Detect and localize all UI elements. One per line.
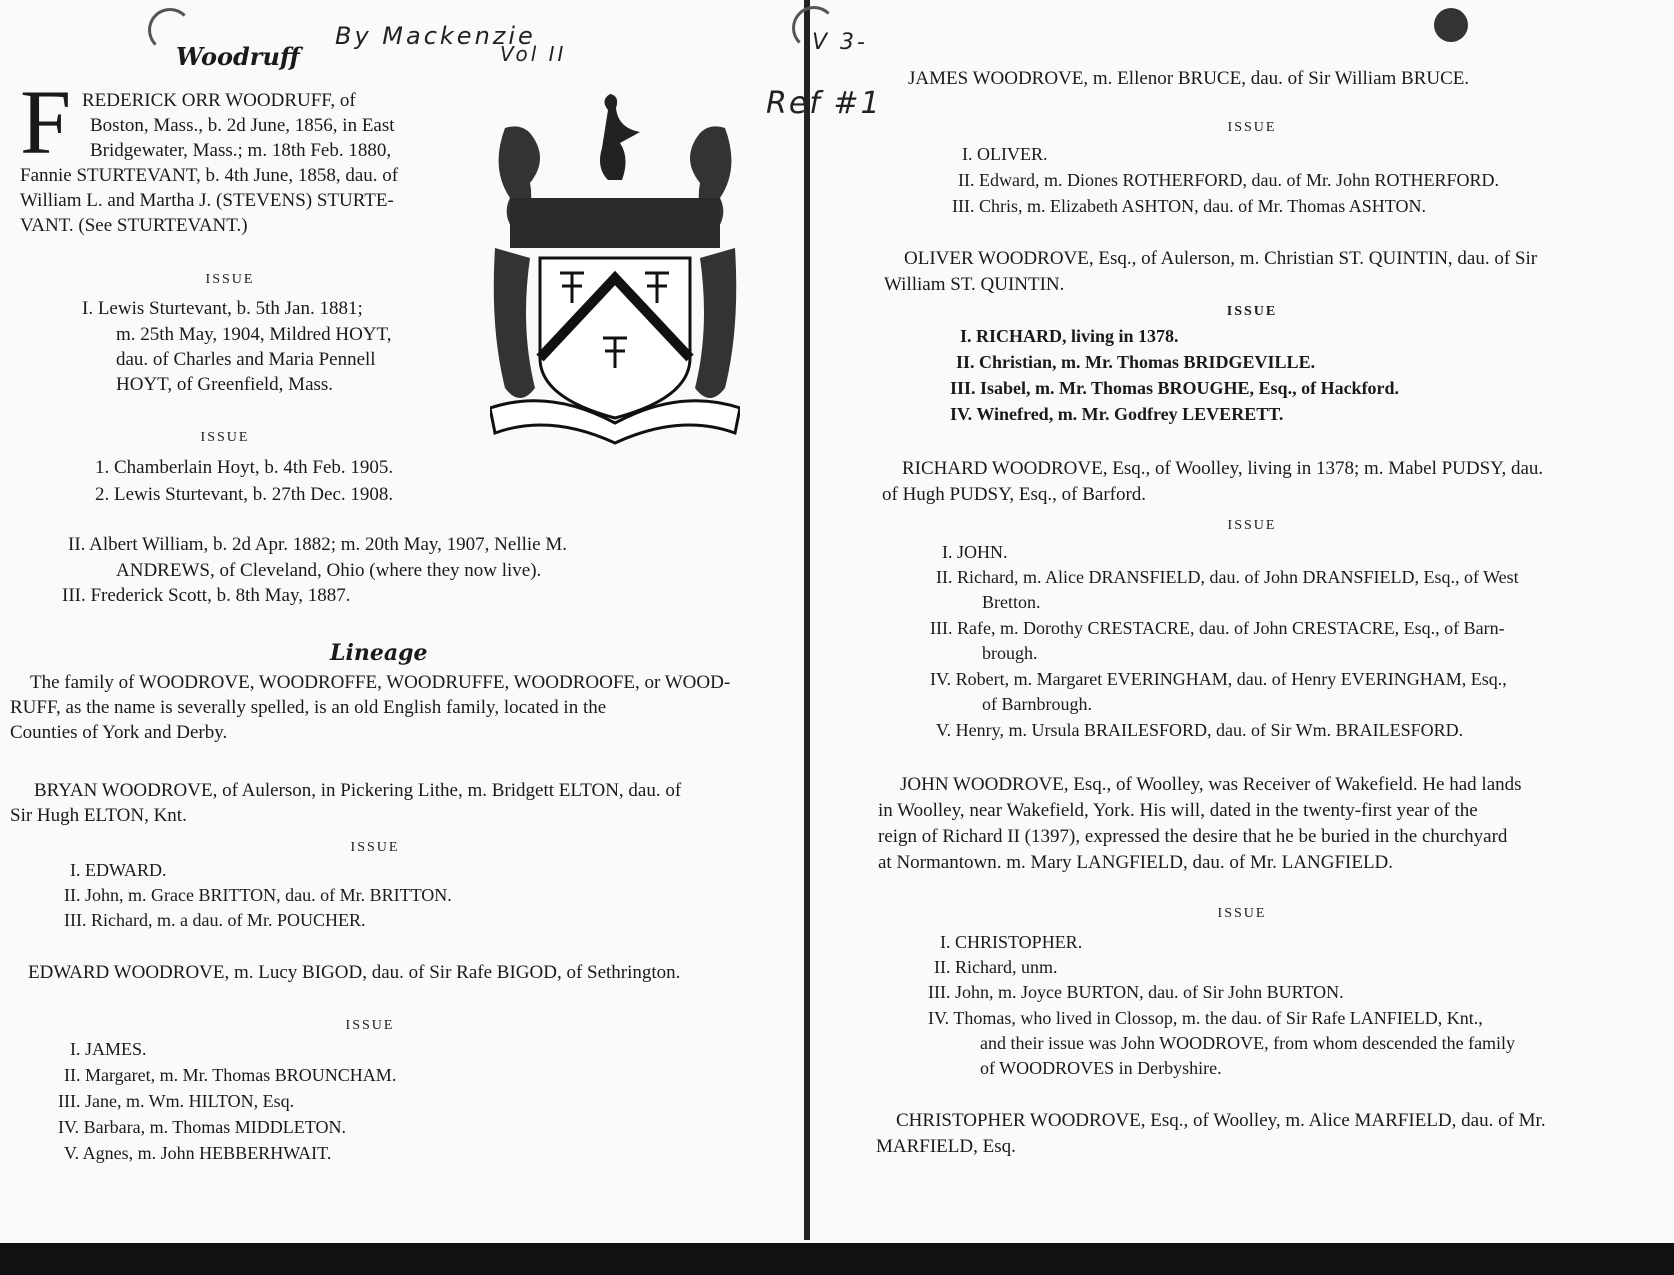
issue-heading: ISSUE [1226,304,1278,319]
handwritten-author: By Mackenzie [335,22,536,50]
issue-item: III. Rafe, m. Dorothy CRESTACRE, dau. of John CRESTACRE, Esq., of Barn- [930,618,1505,638]
issue-item: II. Edward, m. Diones ROTHERFORD, dau. of Mr. John ROTHERFORD. [958,170,1499,190]
paragraph-line: of Hugh PUDSY, Esq., of Barford. [882,484,1147,505]
issue-item-cont: dau. of Charles and Maria Pennell [116,349,376,370]
issue-item: I. CHRISTOPHER. [940,932,1083,952]
intro-line-4: Fannie STURTEVANT, b. 4th June, 1858, dau. of [20,165,399,186]
left-page [0,0,800,1240]
issue-item-cont: HOYT, of Greenfield, Mass. [116,374,334,395]
handwritten-volume: Vol II [500,42,567,66]
paragraph-line: William ST. QUINTIN. [884,274,1065,295]
issue-item: IV. Robert, m. Margaret EVERINGHAM, dau. of Henry EVERINGHAM, Esq., [930,669,1507,689]
issue-item: IV. Thomas, who lived in Clossop, m. the dau. of Sir Rafe LANFIELD, Knt., [928,1008,1483,1028]
issue-item: II. Richard, m. Alice DRANSFIELD, dau. of John DRANSFIELD, Esq., of West [936,567,1519,587]
paragraph-line: JOHN WOODROVE, Esq., of Woolley, was Receiver of Wakefield. He had lands [900,774,1522,795]
paragraph-line: RICHARD WOODROVE, Esq., of Woolley, living in 1378; m. Mabel PUDSY, dau. [902,458,1544,479]
issue-item-cont: of Barnbrough. [982,694,1092,714]
issue-item-cont: m. 25th May, 1904, Mildred HOYT, [116,324,392,345]
issue-item: II. Christian, m. Mr. Thomas BRIDGEVILLE. [956,352,1316,372]
paragraph-line: JAMES WOODROVE, m. Ellenor BRUCE, dau. of Sir William BRUCE. [908,68,1470,89]
issue-item: 2. Lewis Sturtevant, b. 27th Dec. 1908. [95,484,394,505]
issue-heading: ISSUE [345,1018,395,1033]
issue-item: II. John, m. Grace BRITTON, dau. of Mr. BRITTON. [64,885,452,905]
issue-heading: ISSUE [1227,120,1277,135]
issue-item: I. JOHN. [942,542,1008,562]
issue-item: 1. Chamberlain Hoyt, b. 4th Feb. 1905. [95,457,394,478]
issue-heading: ISSUE [350,840,400,855]
issue-item-cont: ANDREWS, of Cleveland, Ohio (where they now live). [116,560,542,581]
paragraph-line: BRYAN WOODROVE, of Aulerson, in Pickering Lithe, m. Bridgett ELTON, dau. of [34,780,682,801]
drop-cap: F [20,71,72,173]
issue-item: I. OLIVER. [962,144,1048,164]
paragraph-line: MARFIELD, Esq. [876,1136,1016,1157]
paragraph-line: The family of WOODROVE, WOODROFFE, WOODRUFFE, WOODROOFE, or WOOD- [30,672,731,693]
issue-item-cont: of WOODROVES in Derbyshire. [980,1058,1222,1078]
issue-item: III. Isabel, m. Mr. Thomas BROUGHE, Esq., of Hackford. [950,378,1400,398]
issue-item: I. RICHARD, living in 1378. [960,326,1179,346]
issue-item: II. Richard, unm. [934,957,1058,977]
intro-line-1: REDERICK ORR WOODRUFF, of [82,90,356,111]
paragraph-line: Counties of York and Derby. [10,722,228,743]
issue-item: I. EDWARD. [70,860,167,880]
paragraph-line: RUFF, as the name is severally spelled, is an old English family, located in the [10,697,607,718]
issue-item: III. John, m. Joyce BURTON, dau. of Sir John BURTON. [928,982,1344,1002]
right-page [766,0,1674,1240]
issue-item: V. Agnes, m. John HEBBERHWAIT. [64,1143,332,1163]
handwritten-volume-number: V 3- [812,30,868,55]
issue-item: II. Albert William, b. 2d Apr. 1882; m. 20th May, 1907, Nellie M. [68,534,568,555]
issue-heading: ISSUE [205,272,255,287]
paragraph-line: OLIVER WOODROVE, Esq., of Aulerson, m. Christian ST. QUINTIN, dau. of Sir [904,248,1538,269]
issue-item: III. Chris, m. Elizabeth ASHTON, dau. of Mr. Thomas ASHTON. [952,196,1426,216]
intro-line-6: VANT. (See STURTEVANT.) [20,215,248,236]
scan-edge [0,1243,1674,1275]
book-spine [804,0,810,1240]
issue-heading: ISSUE [1217,906,1267,921]
paragraph-line: Sir Hugh ELTON, Knt. [10,805,187,826]
issue-item: I. Lewis Sturtevant, b. 5th Jan. 1881; [82,298,363,319]
issue-item: III. Jane, m. Wm. HILTON, Esq. [58,1091,295,1111]
issue-item: II. Margaret, m. Mr. Thomas BROUNCHAM. [64,1065,397,1085]
issue-item-cont: brough. [982,643,1038,663]
paragraph-line: reign of Richard II (1397), expressed the desire that he be buried in the churchyard [878,826,1508,847]
section-heading: Lineage [330,640,428,666]
intro-line-3: Bridgewater, Mass.; m. 18th Feb. 1880, [90,140,392,161]
paragraph-line: at Normantown. m. Mary LANGFIELD, dau. of Mr. LANGFIELD. [878,852,1394,873]
issue-heading: ISSUE [1227,518,1277,533]
issue-heading: ISSUE [200,430,250,445]
issue-item: V. Henry, m. Ursula BRAILESFORD, dau. of Sir Wm. BRAILESFORD. [936,720,1464,740]
issue-item-cont: and their issue was John WOODROVE, from whom descended the family [980,1033,1516,1053]
paragraph-line: EDWARD WOODROVE, m. Lucy BIGOD, dau. of Sir Rafe BIGOD, of Sethrington. [28,962,681,983]
issue-item: III. Frederick Scott, b. 8th May, 1887. [62,585,351,606]
handwritten-reference: Ref #1 [766,86,882,121]
intro-line-5: William L. and Martha J. (STEVENS) STURTE- [20,190,394,211]
coat-of-arms-image [490,88,740,448]
issue-item: IV. Barbara, m. Thomas MIDDLETON. [58,1117,346,1137]
issue-item-cont: Bretton. [982,592,1041,612]
paragraph-line: CHRISTOPHER WOODROVE, Esq., of Woolley, m. Alice MARFIELD, dau. of Mr. [896,1110,1546,1131]
issue-item: I. JAMES. [70,1039,147,1059]
paragraph-line: in Woolley, near Wakefield, York. His will, dated in the twenty-first year of the [878,800,1478,821]
binder-ring [1434,8,1468,42]
intro-line-2: Boston, Mass., b. 2d June, 1856, in East [90,115,395,136]
page-title: Woodruff [176,42,300,71]
issue-item: IV. Winefred, m. Mr. Godfrey LEVERETT. [950,404,1284,424]
issue-item: III. Richard, m. a dau. of Mr. POUCHER. [64,910,366,930]
